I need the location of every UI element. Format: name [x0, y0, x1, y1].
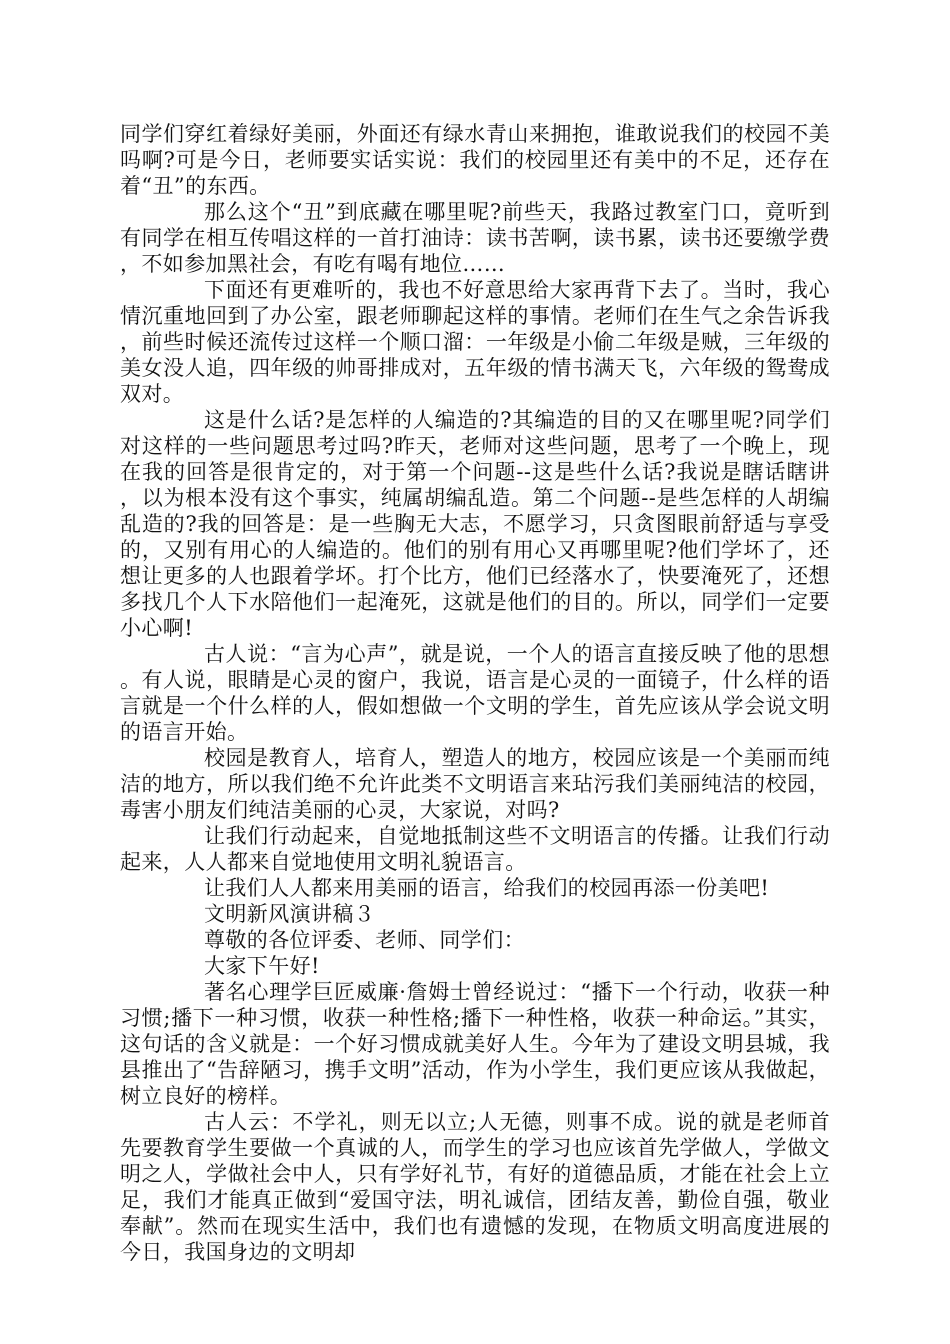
paragraph: 古人说：“言为心声”，就是说，一个人的语言直接反映了他的思想。有人说，眼睛是心灵的窗户，我说，语言是心灵的一面镜子，什么样的语言就是一个什么样的人，假如想做一个文明的学生，首先应该从学会说文明的语言开始。 — [120, 642, 830, 744]
greeting: 大家下午好! — [204, 954, 320, 978]
section-title: 文明新风演讲稿３ — [204, 902, 376, 926]
paragraph: 让我们行动起来，自觉地抵制这些不文明语言的传播。让我们行动起来，人人都来自觉地使用文明礼貌语言。 — [120, 824, 830, 874]
salutation: 尊敬的各位评委、老师、同学们： — [204, 928, 525, 952]
paragraph-continued: 同学们穿红着绿好美丽，外面还有绿水青山来拥抱，谁敢说我们的校园不美吗啊?可是今日，老师要实话实说：我们的校园里还有美中的不足，还存在着“丑”的东西。 — [120, 122, 830, 198]
paragraph: 著名心理学巨匠威廉·詹姆士曾经说过：“播下一个行动，收获一种习惯;播下一种习惯，收获一种性格;播下一种性格，收获一种命运。”其实，这句话的含义就是：一个好习惯成就美好人生。今年为了建设文明县城，我县推出了“告辞陋习，携手文明”活动，作为小学生，我们更应该从我做起，树立良好的榜样。 — [120, 980, 830, 1108]
paragraph: 这是什么话?是怎样的人编造的?其编造的目的又在哪里呢?同学们对这样的一些问题思考过吗?昨天，老师对这些问题，思考了一个晚上，现在我的回答是很肯定的，对于第一个问题--这是些什么话?我说是瞎话瞎讲，以为根本没有这个事实，纯属胡编乱造。第二个问题--是些怎样的人胡编乱造的?我的回答是：是一些胸无大志，不愿学习，只贪图眼前舒适与享受的，又别有用心的人编造的。他们的别有用心又再哪里呢?他们学坏了，还想让更多的人也跟着学坏。打个比方，他们已经落水了，快要淹死了，还想多找几个人下水陪他们一起淹死，这就是他们的目的。所以，同学们一定要小心啊! — [120, 408, 830, 640]
paragraph: 古人云：不学礼，则无以立;人无德，则事不成。说的就是老师首先要教育学生要做一个真诚的人，而学生的学习也应该首先学做人，学做文明之人，学做社会中人，只有学好礼节，有好的道德品质，才能在社会上立足，我们才能真正做到“爱国守法，明礼诚信，团结友善，勤俭自强，敬业奉献”。然而在现实生活中，我们也有遗憾的发现，在物质文明高度进展的今日，我国身边的文明却 — [120, 1110, 830, 1264]
paragraph: 那么这个“丑”到底藏在哪里呢?前些天，我路过教室门口，竟听到有同学在相互传唱这样的一首打油诗：读书苦啊，读书累，读书还要缴学费，不如参加黑社会，有吃有喝有地位…… — [120, 200, 830, 276]
document-page — [120, 121, 830, 1265]
paragraph: 让我们人人都来用美丽的语言，给我们的校园再添一份美吧! — [204, 876, 770, 900]
paragraph: 下面还有更难听的，我也不好意思给大家再背下去了。当时，我心情沉重地回到了办公室，跟老师聊起这样的事情。老师们在生气之余告诉我，前些时候还流传过这样一个顺口溜：一年级是小偷二年级是贼，三年级的美女没人追，四年级的帅哥排成对，五年级的情书满天飞，六年级的鸳鸯成双对。 — [120, 278, 830, 406]
paragraph: 校园是教育人，培育人，塑造人的地方，校园应该是一个美丽而纯洁的地方，所以我们绝不允许此类不文明语言来玷污我们美丽纯洁的校园，毒害小朋友们纯洁美丽的心灵，大家说，对吗? — [120, 746, 830, 822]
